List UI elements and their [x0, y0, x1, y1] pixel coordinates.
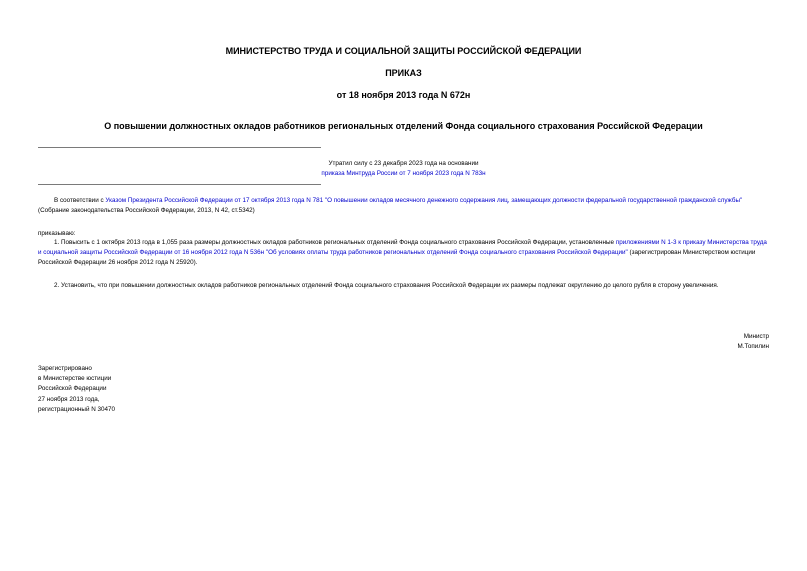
item-1-prefix: 1. Повысить с 1 октября 2013 года в 1,055 раза размеры должностных окладов работников региональных отделений Фонда социального страхования Российской Федерации, установленные: [54, 239, 616, 246]
paragraph-item-2: 2. Установить, что при повышении должностных окладов работников региональных отделений Фонда социального страхования Российской Федерации их размеры подлежат округлению до целого рубля в сторону увеличения.: [54, 282, 719, 289]
status-link[interactable]: приказа Минтруда России от 7 ноября 2023 года N 783н: [321, 170, 486, 177]
registration-line-2: в Министерстве юстиции: [38, 375, 112, 383]
paragraph-basis-prefix: В соответствии с: [54, 197, 106, 204]
signature-name: М.Топилин: [737, 343, 769, 350]
divider-bottom: [38, 184, 321, 185]
document-title: О повышении должностных окладов работников региональных отделений Фонда социального страхования Российской Федерации: [104, 121, 703, 131]
appendix-link[interactable]: приложениями N 1-3 к приказу Министерства труда и социальной защиты Российской Федерации от 16 ноября 2012 года N 536н "Об условиях оплаты труда работников региональных отделений Фонда социального страхования Российской Федерации": [38, 239, 767, 256]
status-text: Утратил силу с 23 декабря 2023 года на основании: [328, 160, 479, 167]
status-note: [0, 159, 807, 179]
prikazyvayu-text: приказываю:: [38, 230, 76, 237]
registration-block: [38, 364, 115, 415]
signature-block: [738, 332, 769, 352]
item-1-suffix: (зарегистрирован Министерством юстиции Российской Федерации 26 ноября 2012 года N 25920).: [38, 249, 756, 266]
registration-line-5: регистрационный N 30470: [38, 405, 116, 413]
paragraph-basis-suffix: (Собрание законодательства Российской Федерации, 2013, N 42, ст.5342): [38, 207, 255, 214]
doc-type-heading: ПРИКАЗ: [385, 68, 422, 78]
registration-line-4: 27 ноября 2013 года,: [38, 395, 100, 403]
registration-line-3: Российской Федерации: [38, 385, 107, 393]
registration-line-1: Зарегистрировано: [38, 365, 92, 372]
paragraph-item-1: [38, 238, 770, 268]
divider-top: [38, 147, 321, 148]
date-number-heading: от 18 ноября 2013 года N 672н: [336, 90, 471, 100]
ministry-heading: МИНИСТЕРСТВО ТРУДА И СОЦИАЛЬНОЙ ЗАЩИТЫ РОССИЙСКОЙ ФЕДЕРАЦИИ: [225, 46, 582, 56]
decree-link[interactable]: Указом Президента Российской Федерации от 17 октября 2013 года N 781 "О повышении окладов месячного денежного содержания лиц, замещающих должности федеральной государственной гражданской службы": [105, 197, 743, 204]
signature-position: Министр: [743, 333, 769, 340]
paragraph-basis: [38, 196, 770, 216]
